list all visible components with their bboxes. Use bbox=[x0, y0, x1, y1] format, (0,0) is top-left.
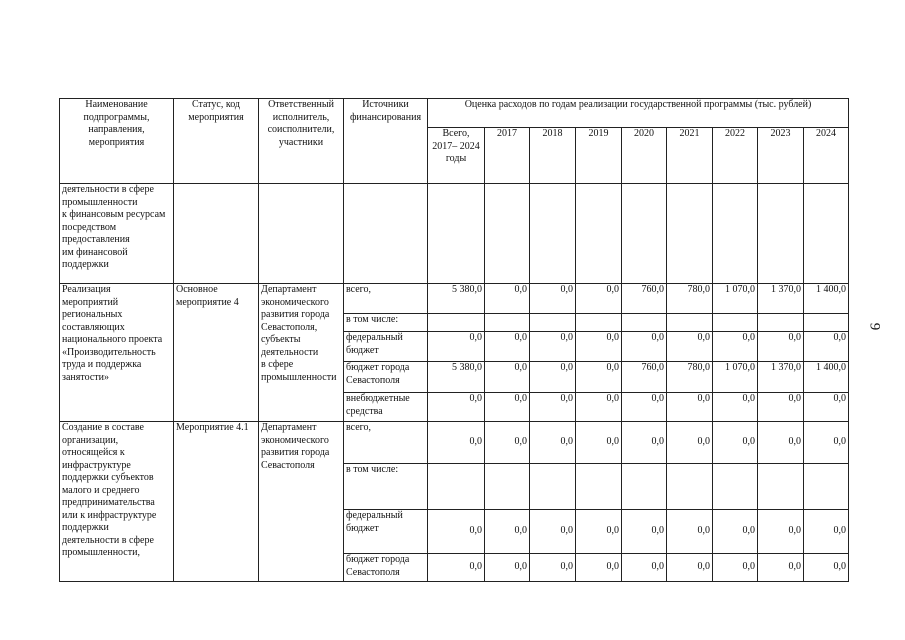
value-cell: 1 400,0 bbox=[804, 362, 849, 393]
value-cell: 5 380,0 bbox=[428, 284, 485, 314]
event4-status: Основное мероприятие 4 bbox=[174, 284, 259, 422]
value-cell: 0,0 bbox=[485, 422, 530, 464]
value-cell: 0,0 bbox=[530, 393, 576, 422]
source-label: в том числе: bbox=[344, 464, 428, 510]
source-label: всего, bbox=[344, 284, 428, 314]
value-cell: 0,0 bbox=[530, 332, 576, 362]
event41-responsible: Департамент экономического развития города Севастополя bbox=[259, 422, 344, 582]
value-cell: 1 070,0 bbox=[713, 362, 758, 393]
value-cell: 0,0 bbox=[576, 510, 622, 554]
value-cell: 0,0 bbox=[530, 422, 576, 464]
value-cell: 0,0 bbox=[667, 510, 713, 554]
event41-name: Создание в составе организации, относящейся к инфраструктуре поддержки субъектов малого и среднего предпринимательства или к инфраструктуре поддержки деятельности в сфере промышленности, bbox=[60, 422, 174, 582]
event41-status: Мероприятие 4.1 bbox=[174, 422, 259, 582]
value-cell: 0,0 bbox=[530, 284, 576, 314]
value-cell: 0,0 bbox=[758, 422, 804, 464]
source-label: бюджет города Севастополя bbox=[344, 362, 428, 393]
value-cell: 0,0 bbox=[576, 284, 622, 314]
value-cell: 0,0 bbox=[622, 422, 667, 464]
continuation-row bbox=[60, 184, 849, 284]
header-status: Статус, код мероприятия bbox=[174, 99, 259, 184]
value-cell: 5 380,0 bbox=[428, 362, 485, 393]
value-cell: 0,0 bbox=[804, 422, 849, 464]
value-cell: 0,0 bbox=[485, 510, 530, 554]
value-cell: 0,0 bbox=[485, 554, 530, 582]
continuation-name: деятельности в сфере промышленности к финансовым ресурсам посредством предоставления им финансовой поддержки bbox=[60, 184, 174, 284]
value-cell: 0,0 bbox=[530, 554, 576, 582]
value-cell: 0,0 bbox=[804, 393, 849, 422]
header-year: 2020 bbox=[622, 128, 667, 184]
value-cell: 1 400,0 bbox=[804, 284, 849, 314]
value-cell: 0,0 bbox=[428, 332, 485, 362]
value-cell: 1 070,0 bbox=[713, 284, 758, 314]
header-year: 2019 bbox=[576, 128, 622, 184]
value-cell: 0,0 bbox=[576, 332, 622, 362]
value-cell: 0,0 bbox=[530, 362, 576, 393]
value-cell: 0,0 bbox=[576, 362, 622, 393]
source-label: всего, bbox=[344, 422, 428, 464]
source-label: федеральный бюджет bbox=[344, 332, 428, 362]
source-label: бюджет города Севастополя bbox=[344, 554, 428, 582]
budget-table bbox=[59, 98, 849, 582]
header-year: 2024 bbox=[804, 128, 849, 184]
value-cell: 0,0 bbox=[713, 332, 758, 362]
value-cell: 760,0 bbox=[622, 284, 667, 314]
value-cell: 0,0 bbox=[667, 422, 713, 464]
value-cell: 0,0 bbox=[758, 510, 804, 554]
header-year: 2018 bbox=[530, 128, 576, 184]
value-cell: 780,0 bbox=[667, 284, 713, 314]
event4-name: Реализация мероприятий региональных составляющих национального проекта «Производительность труда и поддержка занятости» bbox=[60, 284, 174, 422]
value-cell: 0,0 bbox=[428, 510, 485, 554]
value-cell: 1 370,0 bbox=[758, 362, 804, 393]
value-cell: 0,0 bbox=[713, 422, 758, 464]
source-label: внебюджетные средства bbox=[344, 393, 428, 422]
value-cell: 0,0 bbox=[622, 332, 667, 362]
value-cell: 0,0 bbox=[428, 393, 485, 422]
value-cell: 0,0 bbox=[485, 362, 530, 393]
value-cell: 0,0 bbox=[428, 554, 485, 582]
value-cell: 0,0 bbox=[713, 554, 758, 582]
value-cell: 0,0 bbox=[804, 332, 849, 362]
value-cell: 780,0 bbox=[667, 362, 713, 393]
source-label: федеральный бюджет bbox=[344, 510, 428, 554]
header-name: Наименование подпрограммы, направления, мероприятия bbox=[60, 99, 174, 184]
value-cell: 0,0 bbox=[667, 393, 713, 422]
value-cell: 0,0 bbox=[576, 393, 622, 422]
value-cell: 0,0 bbox=[576, 422, 622, 464]
value-cell: 0,0 bbox=[530, 510, 576, 554]
header-sources: Источники финансирования bbox=[344, 99, 428, 184]
table-row bbox=[60, 422, 849, 464]
value-cell: 0,0 bbox=[622, 554, 667, 582]
value-cell: 1 370,0 bbox=[758, 284, 804, 314]
value-cell: 0,0 bbox=[576, 554, 622, 582]
header-responsible: Ответственный исполнитель, соисполнители, участники bbox=[259, 99, 344, 184]
value-cell: 0,0 bbox=[804, 510, 849, 554]
value-cell: 0,0 bbox=[622, 510, 667, 554]
value-cell: 0,0 bbox=[485, 284, 530, 314]
value-cell: 760,0 bbox=[622, 362, 667, 393]
header-costs-group: Оценка расходов по годам реализации государственной программы (тыс. рублей) bbox=[428, 99, 849, 128]
event4-responsible: Департамент экономического развития города Севастополя, субъекты деятельности в сфере промышленности bbox=[259, 284, 344, 422]
header-year: 2023 bbox=[758, 128, 804, 184]
header-year: 2022 bbox=[713, 128, 758, 184]
value-cell: 0,0 bbox=[485, 393, 530, 422]
value-cell: 0,0 bbox=[485, 332, 530, 362]
value-cell: 0,0 bbox=[758, 554, 804, 582]
table-row bbox=[60, 284, 849, 314]
value-cell: 0,0 bbox=[428, 422, 485, 464]
value-cell: 0,0 bbox=[667, 332, 713, 362]
value-cell: 0,0 bbox=[758, 393, 804, 422]
value-cell: 0,0 bbox=[758, 332, 804, 362]
value-cell: 0,0 bbox=[713, 393, 758, 422]
header-year: 2017 bbox=[485, 128, 530, 184]
header-total: Всего, 2017– 2024 годы bbox=[428, 128, 485, 184]
page-number: 9 bbox=[866, 322, 883, 331]
value-cell: 0,0 bbox=[667, 554, 713, 582]
value-cell: 0,0 bbox=[804, 554, 849, 582]
header-year: 2021 bbox=[667, 128, 713, 184]
source-label: в том числе: bbox=[344, 314, 428, 332]
value-cell: 0,0 bbox=[622, 393, 667, 422]
value-cell: 0,0 bbox=[713, 510, 758, 554]
